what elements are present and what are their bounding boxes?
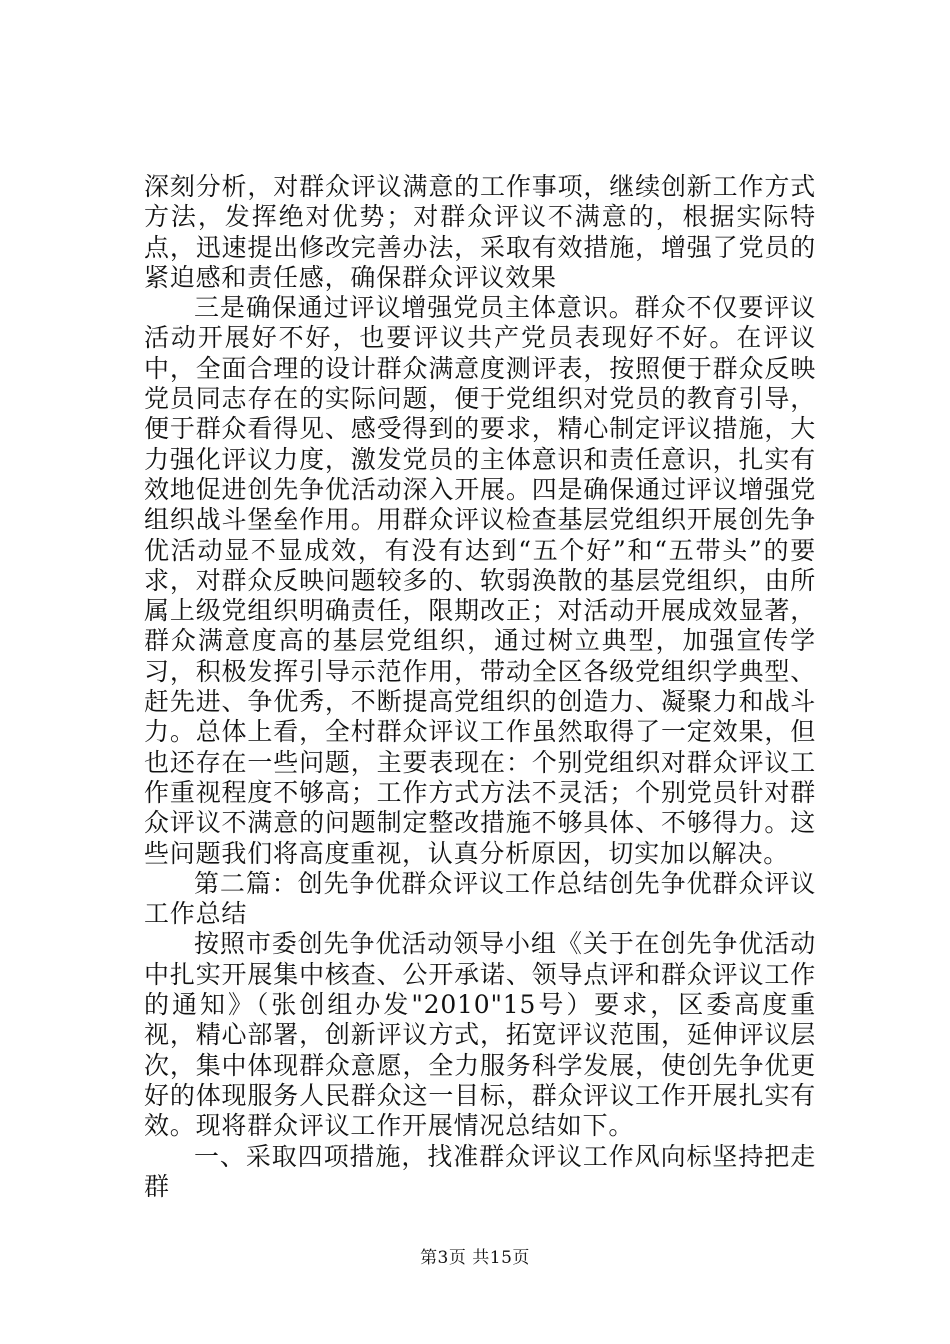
paragraph-first-measure: 一、采取四项措施，找准群众评议工作风向标坚持把走群 bbox=[144, 1141, 816, 1201]
paragraph-section-heading: 第二篇：创先争优群众评议工作总结创先争优群众评议工作总结 bbox=[144, 868, 816, 929]
paragraph-party-member-awareness: 三是确保通过评议增强党员主体意识。群众不仅要评议活动开展好不好，也要评议共产党员表现好不好。在评议中，全面合理的设计群众满意度测评表，按照便于群众反映党员同志存在的实际问题，便于党组织对党员的教育引导，便于群众看得见、感受得到的要求，精心制定评议措施，大力强化评议力度，激发党员的主体意识和责任意识，扎实有效地促进创先争优活动深入开展。四是确保通过评议增强党组织战斗堡垒作用。用群众评议检查基层党组织开展创先争优活动显不显成效，有没有达到“五个好”和“五带头”的要求，对群众反映问题较多的、软弱涣散的基层党组织，由所属上级党组织明确责任，限期改正；对活动开展成效显著，群众满意度高的基层党组织，通过树立典型，加强宣传学习，积极发挥引导示范作用，带动全区各级党组织学典型、赶先进、争优秀，不断提高党组织的创造力、凝聚力和战斗力。总体上看，全村群众评议工作虽然取得了一定效果，但也还存在一些问题，主要表现在：个别党组织对群众评议工作重视程度不够高；工作方式方法不灵活；个别党员针对群众评议不满意的问题制定整改措施不够具体、不够得力。这些问题我们将高度重视，认真分析原因，切实加以解决。 bbox=[144, 293, 816, 868]
paragraph-continuation: 深刻分析，对群众评议满意的工作事项，继续创新工作方式方法，发挥绝对优势；对群众评议不满意的，根据实际特点，迅速提出修改完善办法，采取有效措施，增强了党员的紧迫感和责任感，确保群众评议效果 bbox=[144, 172, 816, 292]
page-number-footer: 第3页 共15页 bbox=[420, 1248, 530, 1268]
paragraph-introduction: 按照市委创先争优活动领导小组《关于在创先争优活动中扎实开展集中核查、公开承诺、领导点评和群众评议工作的通知》（张创组办发"2010"15号）要求，区委高度重视，精心部署，创新评议方式，拓宽评议范围，延伸评议层次，集中体现群众意愿，全力服务科学发展，使创先争优更好的体现服务人民群众这一目标，群众评议工作开展扎实有效。现将群众评议工作开展情况总结如下。 bbox=[144, 929, 816, 1141]
document-body bbox=[144, 172, 816, 1202]
